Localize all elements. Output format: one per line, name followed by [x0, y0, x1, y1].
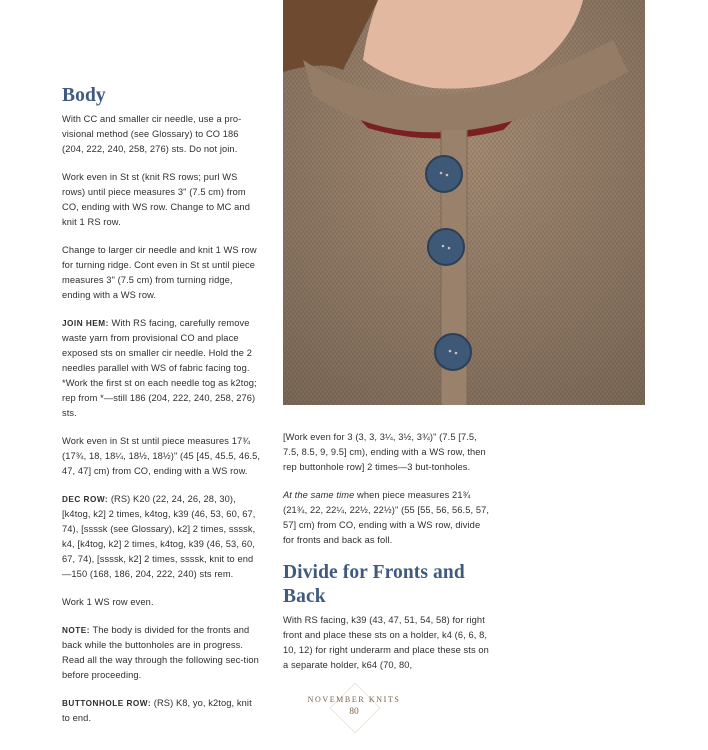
paragraph: [62, 492, 262, 582]
paragraph: Change to larger cir needle and knit 1 WS row for turning ridge. Cont even in St st until piece measures 3" (7.5 cm) from turning ridge, ending with a WS row.: [62, 245, 257, 300]
join-hem-label: JOIN HEM:: [62, 319, 109, 328]
left-column: [62, 84, 262, 739]
italic-phrase: At the same time: [283, 490, 355, 500]
paragraph: [Work even for 3 (3, 3, 3¼, 3½, 3¾)" (7.5 [7.5, 7.5, 8.5, 9, 9.5] cm), ending with a WS row, then rep buttonhole row] 2 times—3 but-tonholes.: [283, 432, 486, 472]
paragraph: With RS facing, k39 (43, 47, 51, 54, 58) for right front and place these sts on a holder, k4 (6, 6, 8, 10, 12) for right underarm and place these sts on a separate holder, k64 (70, 80,: [283, 615, 489, 670]
paragraph: Work 1 WS row even.: [62, 597, 154, 607]
section-heading-divide: Divide for Fronts and Back: [283, 562, 465, 607]
section-heading-body: Body: [62, 85, 106, 106]
paragraph: [62, 696, 262, 726]
right-column: [283, 430, 493, 686]
paragraph: [62, 316, 262, 421]
button-1: [426, 156, 462, 192]
paragraph: [62, 623, 262, 683]
paragraph: Work even in St st (knit RS rows; purl WS rows) until piece measures 3" (7.5 cm) from CO, ending with WS row. Change to MC and knit 1 RS row.: [62, 172, 250, 227]
sweater-photo: [283, 0, 645, 405]
dec-row-text: (RS) K20 (22, 24, 26, 28, 30), [k4tog, k2] 2 times, k4tog, k39 (46, 53, 60, 67, 74), [ssssk (see Glossary), k2] 2 times, ssssk, k4, [k4tog, k2] 2 times, k4tog, k39 (46, 53, 60, 67, 74), [ssssk, k2] 2 times, ssssk, knit to end—150 (168, 186, 204, 222, 240) sts rem.: [62, 494, 256, 579]
buttonhole-row-text: (RS) K8, yo, k2tog, knit to end.: [62, 698, 252, 723]
page-number: 80: [349, 707, 359, 717]
paragraph: [283, 488, 493, 548]
book-title: NOVEMBER KNITS: [307, 695, 401, 704]
join-hem-text: With RS facing, carefully remove waste yarn from provisional CO and place exposed sts on smaller cir needle. Hold the 2 needles parallel with WS of fabric facing tog. *Work the first st on each needle tog as k2tog; rep from *—still 186 (204, 222, 240, 258, 276) sts.: [62, 318, 257, 418]
paragraph-text: when piece measures 21¾ (21¾, 22, 22¼, 22½, 22½)" (55 [55, 56, 56.5, 57, 57] cm) from CO, ending with a WS row, divide for fronts and back as foll.: [283, 490, 490, 545]
note-label: NOTE:: [62, 626, 90, 635]
page-footer: [284, 694, 424, 718]
paragraph: With CC and smaller cir needle, use a pro-visional method (see Glossary) to CO 186 (204, 222, 240, 258, 276) sts. Do not join.: [62, 114, 242, 154]
button-2: [428, 229, 464, 265]
buttonhole-row-label: BUTTONHOLE ROW:: [62, 699, 152, 708]
dec-row-label: DEC ROW:: [62, 495, 109, 504]
note-text: The body is divided for the fronts and back while the buttonholes are in progress. Read all the way through the following sec-tion before proceeding.: [62, 625, 259, 680]
paragraph: Work even in St st until piece measures 17¾ (17¾, 18, 18¼, 18½, 18½)" (45 [45, 45.5, 46.5, 47, 47] cm) from CO, ending with a WS row.: [62, 436, 261, 476]
button-3: [435, 334, 471, 370]
